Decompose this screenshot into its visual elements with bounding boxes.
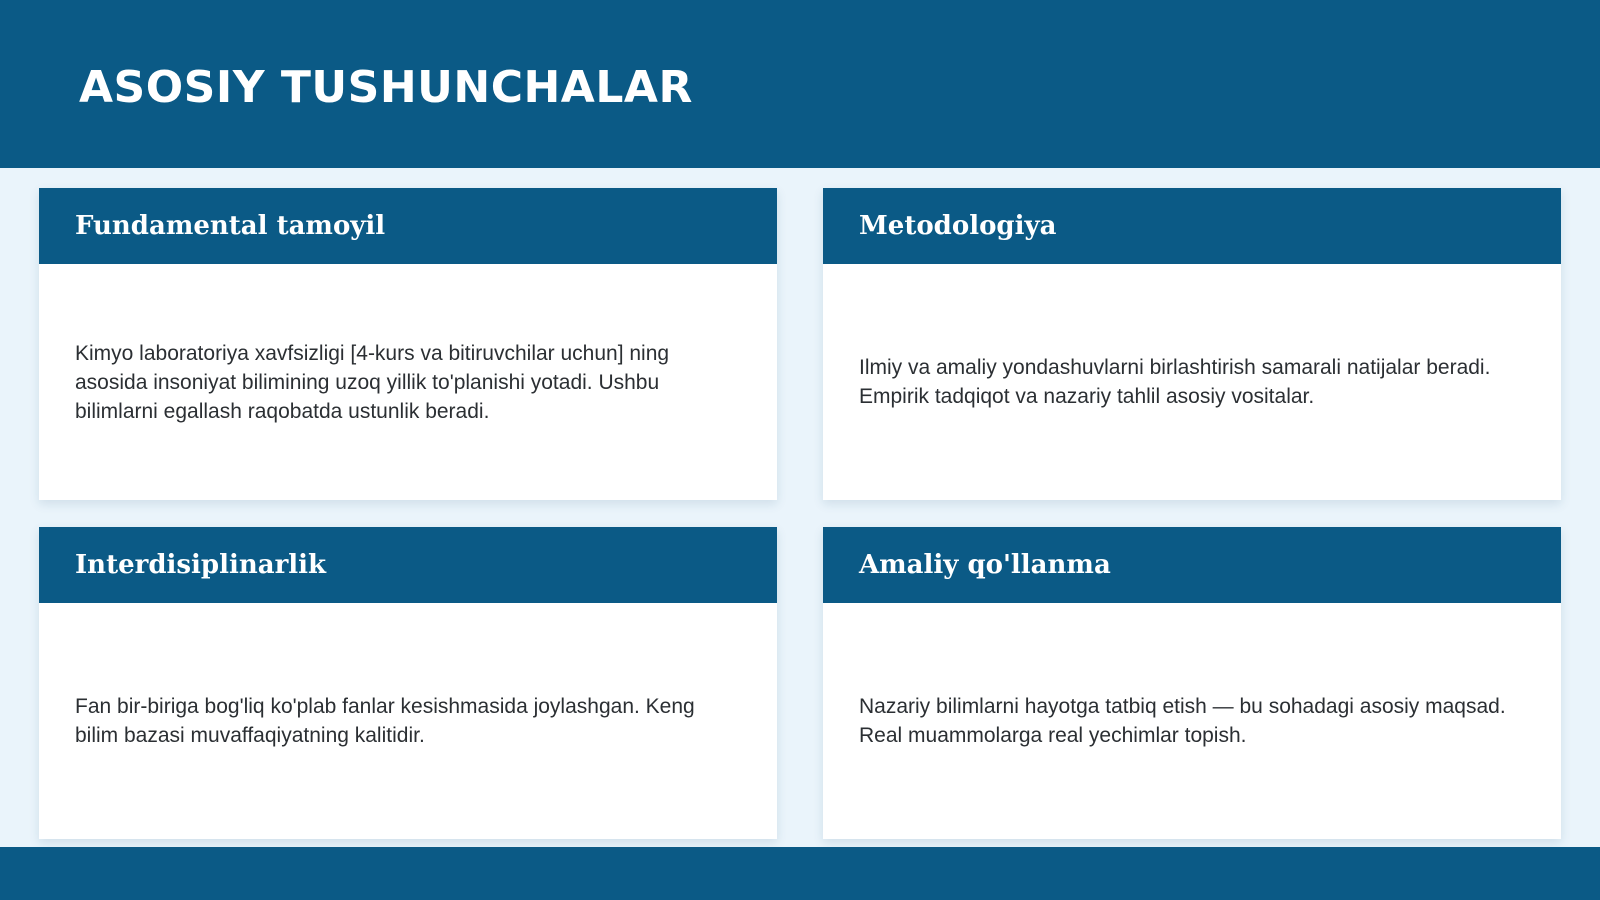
card-header (39, 527, 777, 603)
card-title: Metodologiya (859, 211, 1057, 241)
card-header (823, 188, 1561, 264)
page-title: ASOSIY TUSHUNCHALAR (79, 62, 693, 113)
card-text: Nazariy bilimlarni hayotga tatbiq etish — bu sohadagi asosiy maqsad. Real muammolarga real yechimlar topish. (859, 695, 1506, 747)
card-title: Amaliy qo'llanma (859, 550, 1111, 580)
slide-footer (0, 847, 1600, 900)
card-title: Interdisiplinarlik (75, 550, 327, 580)
card-title: Fundamental tamoyil (75, 211, 386, 241)
card-text: Ilmiy va amaliy yondashuvlarni birlashtirish samarali natijalar beradi. Empirik tadqiqot va nazariy tahlil asosiy vositalar. (859, 356, 1491, 408)
card-body (39, 264, 777, 500)
card-amaliy-qollanma (823, 527, 1561, 839)
card-body (823, 603, 1561, 839)
card-fundamental-tamoyil (39, 188, 777, 500)
card-interdisiplinarlik (39, 527, 777, 839)
card-metodologiya (823, 188, 1561, 500)
card-header (823, 527, 1561, 603)
card-body (39, 603, 777, 839)
slide-header (0, 0, 1600, 168)
card-text: Kimyo laboratoriya xavfsizligi [4-kurs va bitiruvchilar uchun] ning asosida insoniyat bilimining uzoq yillik to'planishi yotadi. Ushbu bilimlarni egallash raqobatda ustunlik beradi. (75, 341, 670, 423)
card-header (39, 188, 777, 264)
card-body (823, 264, 1561, 500)
card-text: Fan bir-biriga bog'liq ko'plab fanlar kesishmasida joylashgan. Keng bilim bazasi muvaffaqiyatning kalitidir. (75, 695, 695, 747)
